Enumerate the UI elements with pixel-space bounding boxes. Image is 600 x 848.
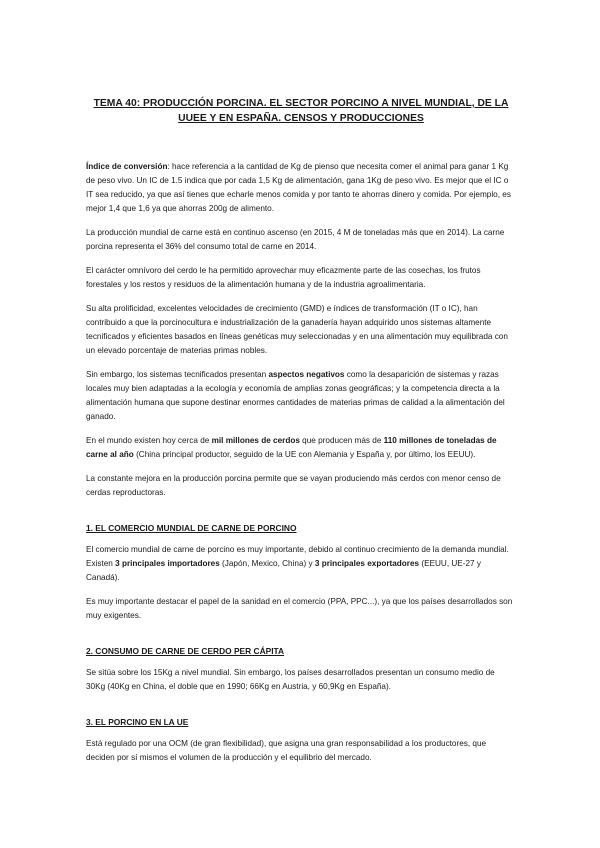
document-body — [86, 96, 516, 775]
paragraph-text: : hace referencia a la cantidad de Kg de pienso que necesita comer el animal para ganar 1 Kg de peso vivo. Un IC de 1.5 indica que por cada 1,5 Kg de alimentación, gana 1Kg de peso vivo. Es mejor que el IC o IT sea reducido, ya que así tienes que echarle menos comida y por tanto te ahorras dinero y comida. Por ejemplo, es mejor 1,4 que 1,6 ya que ahorras 200g de alimento. — [86, 162, 511, 213]
paragraph-continuous-improvement: La constante mejora en la producción porcina permite que se vayan produciendo más cerdos con menor censo de cerdas reproductoras. — [86, 474, 501, 497]
paragraph-world-trade — [86, 543, 516, 585]
paragraph-sanitary-role: Es muy importante destacar el papel de la sanidad en el comercio (PPA, PPC...), ya que los países desarrollados son muy exigentes. — [86, 597, 513, 620]
section-heading-world-trade: 1. EL COMERCIO MUNDIAL DE CARNE DE PORCINO — [86, 523, 297, 533]
paragraph-world-production: La producción mundial de carne está en continuo ascenso (en 2015, 4 M de toneladas más que en 2014). La carne porcina representa el 36% del consumo total de carne en 2014. — [86, 228, 505, 251]
paragraph-omnivore: El carácter omnívoro del cerdo le ha permitido aprovechar muy eficazmente parte de las cosechas, los frutos forestales y los restos y residuos de la alimentación humana y de la industria agroalimentaria. — [86, 266, 481, 289]
paragraph-text: Sin embargo, los sistemas tecnificados presentan — [86, 370, 269, 379]
bold-term: mil millones de cerdos — [211, 436, 300, 445]
section-heading-consumption: 2. CONSUMO DE CARNE DE CERDO PER CÁPITA — [86, 646, 285, 656]
document-title: TEMA 40: PRODUCCIÓN PORCINA. EL SECTOR PORCINO A NIVEL MUNDIAL, DE LA UUEE Y EN ESPAÑA. CENSOS Y PRODUCCIONES — [93, 98, 509, 124]
paragraph-text: (EEUU, UE-27 y Canadá). — [86, 559, 481, 582]
bold-term: Índice de conversión — [86, 162, 168, 171]
paragraph-text: (China principal productor, seguido de la UE con Alemania y España y, por último, los EEUU). — [133, 450, 476, 459]
paragraph-text: El comercio mundial de carne de porcino es muy importante, debido al continuo crecimiento de la demanda mundial. Existen — [86, 545, 509, 568]
paragraph-pig-census — [86, 434, 516, 462]
paragraph-consumption: Se sitúa sobre los 15Kg a nivel mundial. Sin embargo, los países desarrollados presentan un consumo medio de 30Kg (40Kg en China, el doble que en 1990; 66Kg en Austria, y 60,9Kg en España). — [86, 668, 495, 691]
bold-term: aspectos negativos — [268, 370, 345, 379]
paragraph-prolificity: Su alta prolificidad, excelentes velocidades de crecimiento (GMD) e índices de transformación (IT o IC), han contribuido a que la porcinocultura e industrialización de la ganadería hayan adquirido unos sistemas altamente tecnificados y eficientes basados en líneas genéticas muy seleccionadas y en una alimentación muy equilibrada con un elevado porcentaje de materias primas nobles. — [86, 304, 508, 355]
paragraph-negative-aspects — [86, 368, 516, 424]
bold-term: 3 principales importadores — [115, 559, 220, 568]
paragraph-text: que producen más de — [299, 436, 384, 445]
section-heading-eu: 3. EL PORCINO EN LA UE — [86, 717, 189, 727]
paragraph-eu-regulation: Está regulado por una OCM (de gran flexibilidad), que asigna una gran responsabilidad a los productores, que deciden por sí mismos el volumen de la producción y el equilibrio del mercado. — [86, 739, 487, 762]
paragraph-text: (Japón, Mexico, China) y — [219, 559, 315, 568]
paragraph-text: En el mundo existen hoy cerca de — [86, 436, 212, 445]
bold-term: 3 principales exportadores — [314, 559, 420, 568]
paragraph-text: como la desaparición de sistemas y razas locales muy bien adaptadas a la ecología y economía de amplias zonas geográficas; y la competencia directa a la alimentación humana que supone destinar enormes cantidades de materias primas de calidad a la alimentación del ganado. — [86, 370, 505, 421]
paragraph-conversion-index — [86, 160, 516, 216]
bold-term: 110 millones de toneladas de carne al año — [86, 436, 497, 459]
